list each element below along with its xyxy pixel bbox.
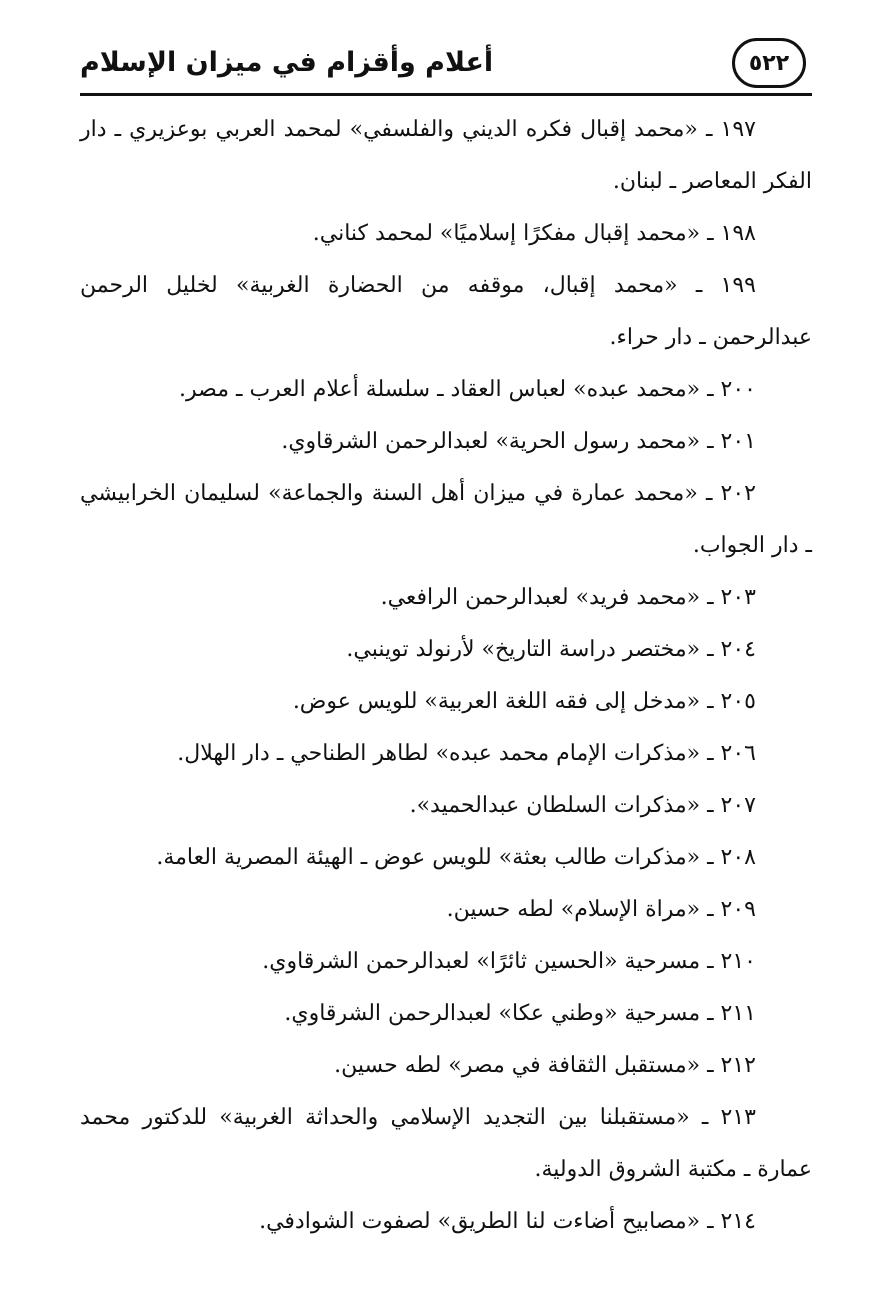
header-divider bbox=[80, 93, 812, 96]
bibliography-entry: ٢٠٧ ـ «مذكرات السلطان عبدالحميد». bbox=[409, 793, 756, 818]
bibliography-list bbox=[80, 104, 812, 1248]
bibliography-entry: ٢٠٦ ـ «مذكرات الإمام محمد عبده» لطاهر الطناحي ـ دار الهلال. bbox=[177, 741, 756, 766]
bibliography-entry: ٢١٣ ـ «مستقبلنا بين التجديد الإسلامي والحداثة الغربية» للدكتور محمد عمارة ـ مكتبة الشروق الدولية. bbox=[80, 1105, 812, 1182]
bibliography-entry: ٢٠٢ ـ «محمد عمارة في ميزان أهل السنة والجماعة» لسليمان الخرابيشي ـ دار الجواب. bbox=[80, 481, 812, 558]
bibliography-entry: ٢١٠ ـ مسرحية «الحسين ثائرًا» لعبدالرحمن الشرقاوي. bbox=[262, 949, 756, 974]
bibliography-entry: ٢٠٠ ـ «محمد عبده» لعباس العقاد ـ سلسلة أعلام العرب ـ مصر. bbox=[179, 377, 756, 402]
running-title-text: أعلام وأقزام في ميزان الإسلام bbox=[80, 47, 494, 78]
running-header bbox=[80, 34, 812, 96]
page-number-badge: ٥٢٢ bbox=[732, 38, 806, 88]
bibliography-entry: ٢٠٩ ـ «مراة الإسلام» لطه حسين. bbox=[446, 897, 756, 922]
bibliography-entry: ٢٠٥ ـ «مدخل إلى فقه اللغة العربية» للويس عوض. bbox=[292, 689, 756, 714]
bibliography-entry: ٢٠٨ ـ «مذكرات طالب بعثة» للويس عوض ـ الهيئة المصرية العامة. bbox=[156, 845, 756, 870]
bibliography-entry: ١٩٧ ـ «محمد إقبال فكره الديني والفلسفي» لمحمد العربي بوعزيري ـ دار الفكر المعاصر ـ لبنان. bbox=[80, 117, 812, 194]
bibliography-entry: ٢٠٣ ـ «محمد فريد» لعبدالرحمن الرافعي. bbox=[380, 585, 756, 610]
bibliography-entry: ٢١٤ ـ «مصابيح أضاءت لنا الطريق» لصفوت الشوادفي. bbox=[259, 1209, 756, 1234]
bibliography-entry: ٢١١ ـ مسرحية «وطني عكا» لعبدالرحمن الشرقاوي. bbox=[284, 1001, 756, 1026]
bibliography-entry: ٢١٢ ـ «مستقبل الثقافة في مصر» لطه حسين. bbox=[334, 1053, 756, 1078]
bibliography-entry: ٢٠٤ ـ «مختصر دراسة التاريخ» لأرنولد توينبي. bbox=[346, 637, 756, 662]
bibliography-entry: ١٩٨ ـ «محمد إقبال مفكرًا إسلاميًا» لمحمد كناني. bbox=[312, 221, 756, 246]
bibliography-entry: ١٩٩ ـ «محمد إقبال، موقفه من الحضارة الغربية» لخليل الرحمن عبدالرحمن ـ دار حراء. bbox=[80, 273, 812, 350]
bibliography-entry: ٢٠١ ـ «محمد رسول الحرية» لعبدالرحمن الشرقاوي. bbox=[281, 429, 756, 454]
